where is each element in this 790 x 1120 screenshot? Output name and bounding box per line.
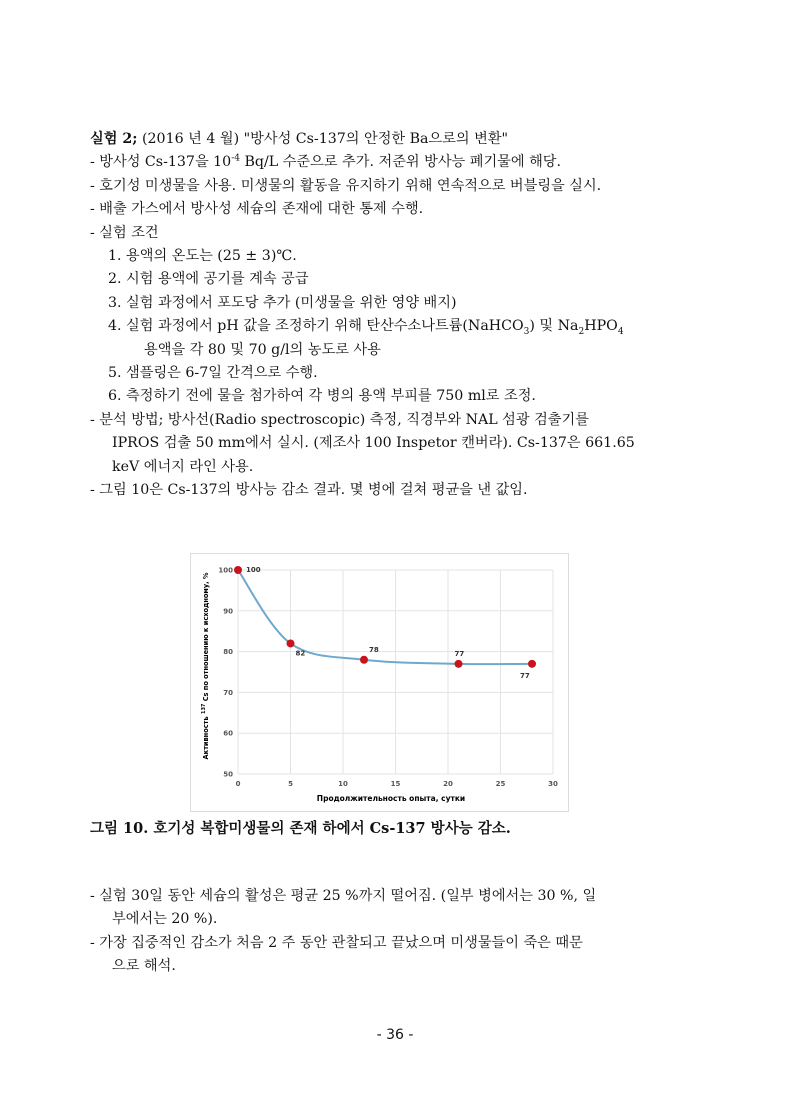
condition-4-text-c: HPO	[584, 318, 618, 335]
y-tick-label: 50	[223, 770, 233, 779]
condition-6: 6. 측정하기 전에 물을 첨가하여 각 병의 용액 부피를 750 ml로 조정.	[108, 388, 536, 405]
page-number: - 36 -	[376, 1027, 414, 1043]
data-point	[360, 656, 368, 664]
bullet-cs-added-text-end: Bq/L 수준으로 추가. 저준위 방사능 폐기물에 해당.	[240, 154, 561, 171]
condition-2: 2. 시험 용액에 공기를 계속 공급	[108, 271, 309, 288]
y-tick-label: 100	[218, 566, 233, 575]
bullet-aerobic: - 호기성 미생물을 사용. 미생물의 활동을 유지하기 위해 연속적으로 버블링을 실시.	[90, 177, 602, 194]
data-label: 100	[246, 566, 261, 574]
chart-points	[234, 566, 536, 668]
subscript: 2	[578, 327, 585, 338]
experiment-title-text: (2016 년 4 월) "방사성 Cs-137의 안정한 Ba으로의 변환"	[137, 131, 509, 147]
condition-5: 5. 샘플링은 6-7일 간격으로 수행.	[108, 365, 318, 382]
subscript: 4	[617, 327, 624, 338]
y-tick-label: 80	[223, 648, 233, 657]
condition-4	[90, 315, 670, 338]
data-label: 77	[454, 649, 465, 658]
chart-figure	[190, 553, 569, 812]
chart-data-labels	[246, 566, 530, 680]
bullet-cs-added	[90, 151, 670, 174]
conclusion-line-1: - 실험 30일 동안 세슘의 활성은 평균 25 %까지 떨어짐. (일부 병에서는 30 %, 일	[90, 888, 597, 904]
data-label: 78	[369, 645, 379, 654]
conclusion-line-3: - 가장 집중적인 감소가 처음 2 주 동안 관찰되고 끝났으며 미생물들이 죽은 때문	[90, 934, 583, 951]
x-tick-label: 10	[338, 780, 348, 788]
x-tick-label: 20	[443, 780, 453, 788]
y-axis-label-superscript: 137	[201, 703, 207, 715]
y-axis-label-text-end: Cs по отношению к исходному, %	[202, 572, 210, 704]
subscript: 3	[523, 327, 530, 338]
body-text	[90, 128, 670, 503]
x-tick-label: 0	[235, 780, 241, 788]
y-axis-label-text: Активность	[202, 714, 210, 760]
chart-ticks	[218, 567, 558, 789]
activity-chart	[191, 554, 568, 811]
condition-4-text-b: ) 및 Na	[529, 318, 579, 335]
y-tick-label: 60	[223, 729, 233, 738]
x-tick-label: 25	[495, 780, 506, 788]
data-point	[287, 639, 295, 647]
data-point	[528, 660, 536, 668]
data-label: 82	[295, 649, 306, 658]
y-axis-label	[201, 572, 210, 759]
x-tick-label: 15	[390, 780, 401, 788]
experiment-title	[90, 128, 670, 151]
data-point	[234, 566, 242, 574]
condition-4-continued: 용액을 각 80 및 70 g/l의 농도로 사용	[144, 341, 381, 358]
y-tick-label: 70	[223, 688, 233, 697]
data-label: 77	[520, 671, 530, 680]
figure-caption: 그림 10. 호기성 복합미생물의 존재 하에서 Cs-137 방사능 감소.	[90, 820, 511, 837]
bullet-cs-added-text: - 방사성 Cs-137을 10	[90, 154, 232, 171]
y-tick-label: 90	[223, 607, 233, 616]
conclusion-line-2: 부에서는 20 %).	[112, 911, 218, 928]
analysis-line-1: - 분석 방법; 방사선(Radio spectroscopic) 측정, 직경부와 NAL 섬광 검출기를	[90, 411, 589, 428]
conclusion-line-4: 으로 해석.	[112, 958, 176, 975]
x-tick-label: 5	[288, 780, 293, 788]
condition-4-text-a: 4. 실험 과정에서 pH 값을 조정하기 위해 탄산수소나트륨(NaHCO	[108, 318, 524, 335]
conclusion-text	[90, 885, 670, 979]
x-axis-label: Продолжительность опыта, сутки	[316, 794, 466, 803]
data-point	[455, 660, 463, 668]
condition-3: 3. 실험 과정에서 포도당 추가 (미생물을 위한 영양 배지)	[108, 294, 457, 311]
chart-grid	[238, 570, 553, 774]
analysis-line-2: IPROS 검출 50 mm에서 실시. (제조사 100 Inspetor 캔버라). Cs-137은 661.65	[112, 435, 635, 452]
bullet-gas-control: - 배출 가스에서 방사성 세슘의 존재에 대한 통제 수행.	[90, 201, 424, 218]
x-tick-label: 30	[548, 780, 558, 788]
bullet-conditions: - 실험 조건	[90, 224, 159, 241]
analysis-line-4: - 그림 10은 Cs-137의 방사능 감소 결과. 몇 병에 걸쳐 평균을 낸 값임.	[90, 482, 528, 499]
analysis-line-3: keV 에너지 라인 사용.	[112, 458, 254, 475]
series-line	[238, 570, 532, 664]
experiment-label: 실험 2;	[90, 131, 138, 147]
condition-1: 1. 용액의 온도는 (25 ± 3)℃.	[108, 248, 297, 265]
exponent: -4	[231, 153, 240, 164]
